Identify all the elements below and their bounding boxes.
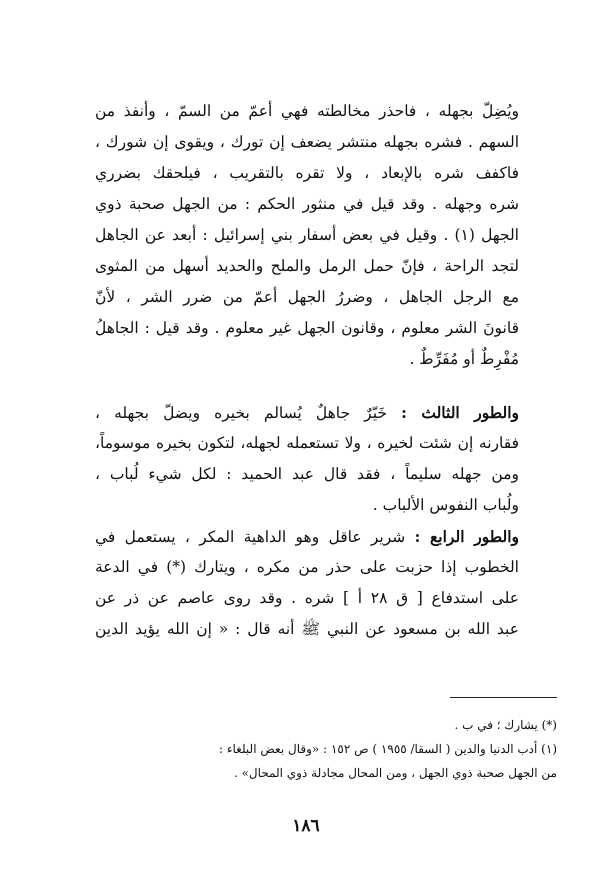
main-text [95,96,519,645]
text-line: مع الرجل الجاهل ، وضررُ الجهل أعمّ من ضرر الشر ، لأنّ [95,288,519,306]
text-line: شره وجهله . وقد قيل في منثور الحكم : من الجهل صحبة ذوي [95,195,519,213]
footnote: (١) أدب الدنيا والدين ( السقا/ ١٩٥٥ ) ص ١٥٢ : «وقال بعض البلغاء : [219,742,557,756]
text-line: السهم . فشره بجهله منتشر يضعف إن تورك ، ويقوى إن شورك ، [95,133,519,151]
text-line [95,397,519,428]
text-line: ومن جهله سليماً ، فقد قال عبد الحميد : لكل شيء لُباب ، [95,465,519,483]
footnote: من الجهل صحبة ذوي الجهل ، ومن المحال مجادلة ذوي المحال» . [233,766,557,780]
section-heading: والطور الثالث : [401,403,519,422]
text-line: مُفْرِطٌ أو مُفَرِّطٌ . [409,350,519,368]
section-heading: والطور الرابع : [414,527,519,546]
text-line: لتجد الراحة ، فإنّ حمل الرمل والملح والحديد أسهل من المثوى [95,257,519,275]
text-line: فقارنه إن شئت لخيره ، ولا تستعمله لجهله، لتكون بخيره موسوماً، [95,434,519,452]
text-line: قانونَ الشر معلوم ، وقانون الجهل غير معلوم . وقد قيل : الجاهلُ [95,319,519,337]
text-line: الجهل (١) . وقيل في بعض أسفار بني إسرائيل : أبعد عن الجاهل [95,226,519,244]
text-line: فاكفف شره بالإبعاد ، ولا تقره بالتقريب ، فيلحقك بضرري [95,164,519,182]
page-number: ١٨٦ [292,816,320,836]
footnote: (*) يشارك ؛ في ب . [454,718,557,732]
footnotes [40,713,557,785]
text-span: خَيّرٌ جاهلٌ يُسالم بخيره ويضلّ بجهله ، [95,404,387,422]
text-span: شرير عاقل وهو الداهية المكر ، يستعمل في [95,528,406,546]
text-line: الخطوب إذا حزبت على حذر من مكره ، ويتارك (*) في الدعة [95,558,519,576]
text-line: على استدفاع [ ق ٢٨ أ ] شره . وقد روى عاصم عن ذر عن [95,589,519,607]
text-line: ولُباب النفوس الألباب . [372,496,519,514]
footnote-divider [450,697,557,698]
text-line: ويُضِلّ بجهله ، فاحذر مخالطته فهي أعمّ من السمّ ، وأنفذ من [95,102,519,120]
text-line: عبد الله بن مسعود عن النبي ﷺ أنه قال : « إن الله يؤيد الدين [95,620,519,638]
text-line [95,521,519,552]
